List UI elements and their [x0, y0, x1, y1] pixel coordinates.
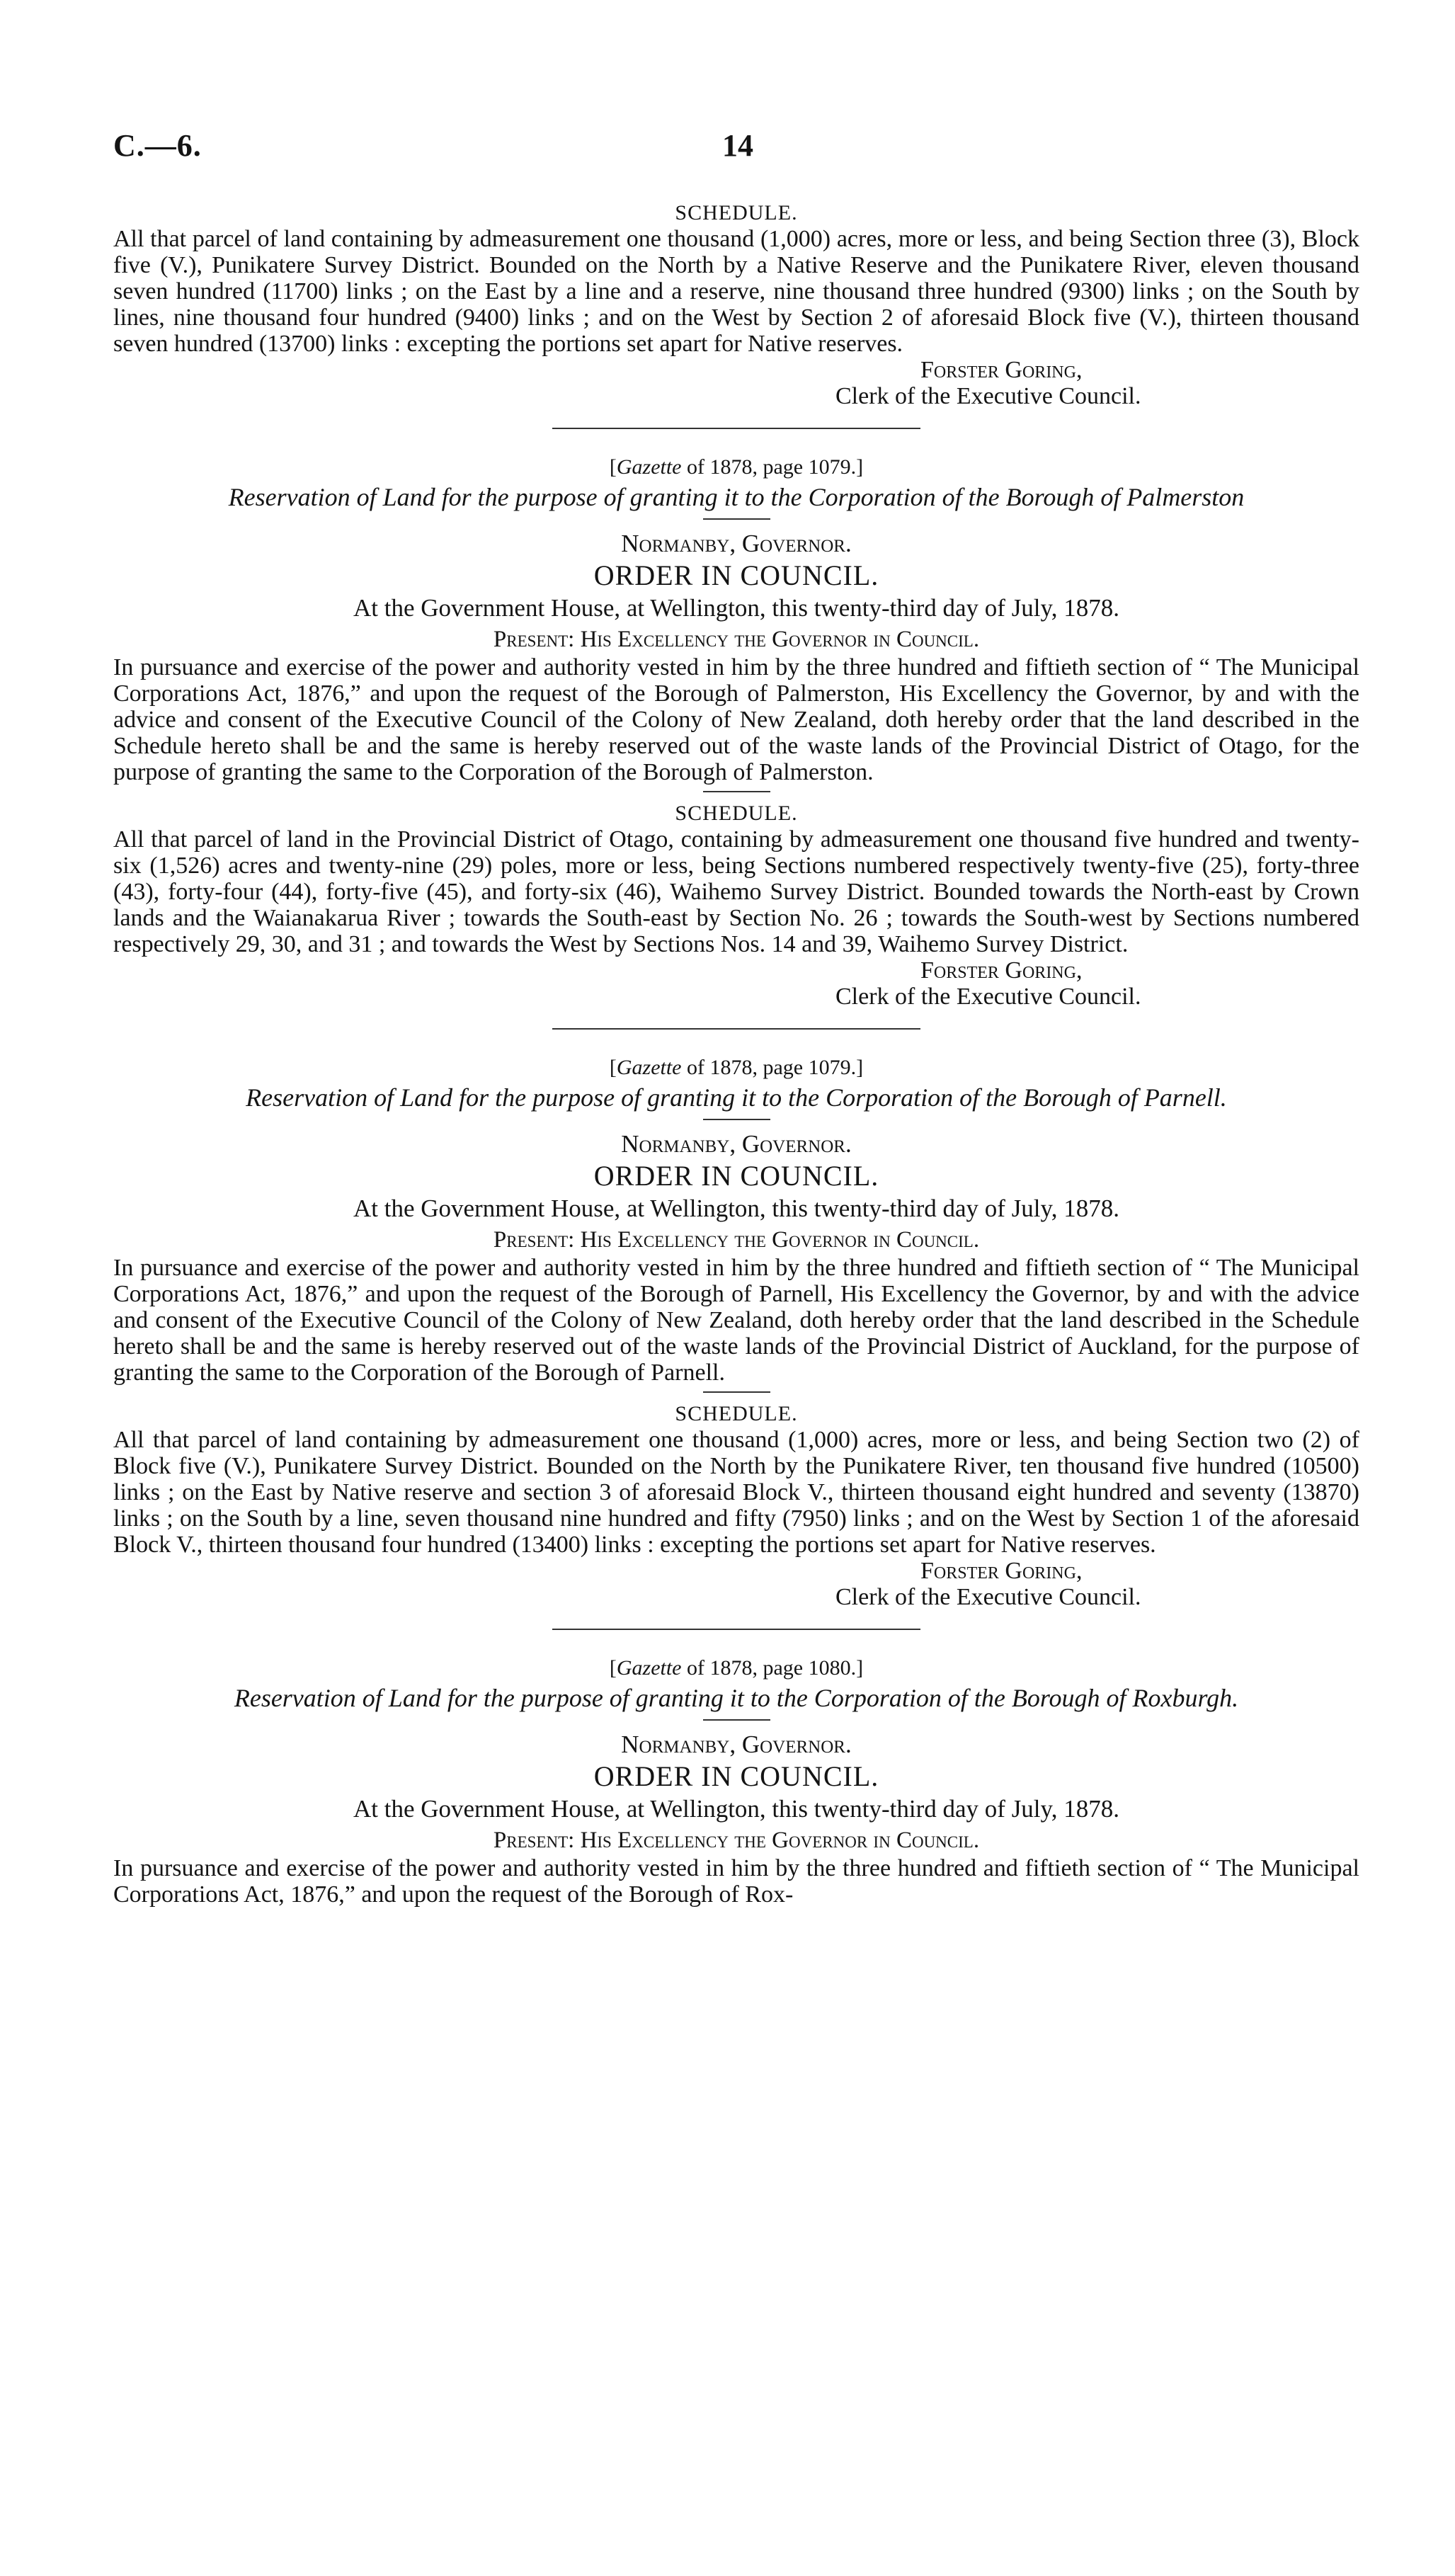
present-line: Present: His Excellency the Governor in Council.	[493, 1227, 980, 1253]
schedule-heading: SCHEDULE.	[675, 802, 798, 825]
signature-title: Clerk of the Executive Council.	[835, 1584, 1141, 1610]
schedule-rule	[703, 1391, 770, 1393]
title-rule	[703, 518, 770, 520]
place-date-line: At the Government House, at Wellington, this twenty-third day of July, 1878.	[353, 1195, 1120, 1222]
order-body: In pursuance and exercise of the power and authority vested in him by the three hundred and fiftieth section of “ The Municipal Corporations Act, 1876,” and upon the request of the Borough of Rox-	[113, 1855, 1359, 1908]
signature-name: Forster Goring,	[920, 1558, 1083, 1584]
schedule-rule	[703, 791, 770, 792]
place-date-line: At the Government House, at Wellington, this twenty-third day of July, 1878.	[353, 1795, 1120, 1823]
title-rule	[703, 1719, 770, 1721]
place-date-line: At the Government House, at Wellington, this twenty-third day of July, 1878.	[353, 594, 1120, 622]
gazette-citation: [Gazette of 1878, page 1079.]	[609, 455, 864, 479]
schedule-heading: SCHEDULE.	[675, 1402, 798, 1425]
signature-block	[835, 357, 1359, 409]
schedule-body: All that parcel of land containing by admeasurement one thousand (1,000) acres, more or less, and being Section three (3), Block five (V.), Punikatere Survey District. Bounded on the North by a Native Reserve and the Punikatere River, eleven thousand seven hundred (11700) links ; on the East by a line and a reserve, nine thousand three hundred (9300) links ; on the South by lines, nine thousand four hundred (9400) links ; and on the West by Section 2 of aforesaid Block five (V.), thirteen thousand seven hundred (13700) links : excepting the portions set apart for Native reserves.	[113, 226, 1359, 357]
schedule-body: All that parcel of land in the Provincial District of Otago, containing by admeasurement one thousand five hundred and twenty-six (1,526) acres and twenty-nine (29) poles, more or less, being Sections numbered respectively twenty-five (25), forty-three (43), forty-four (44), forty-five (45), and forty-six (46), Waihemo Survey District. Bounded towards the North-east by Crown lands and the Waianakarua River ; towards the South-east by Section No. 26 ; towards the South-west by Sections numbered respectively 29, 30, and 31 ; and towards the West by Sections Nos. 14 and 39, Waihemo Survey District.	[113, 826, 1359, 957]
page-content	[113, 200, 1359, 1908]
governor-line: Normanby, Governor.	[621, 1731, 852, 1758]
signature-name: Forster Goring,	[920, 357, 1083, 383]
schedule-heading: SCHEDULE.	[675, 201, 798, 224]
schedule-body: All that parcel of land containing by admeasurement one thousand (1,000) acres, more or less, and being Section two (2) of Block five (V.), Punikatere Survey District. Bounded on the North by the Punikatere River, ten thousand five hundred (10500) links ; on the East by Native reserve and section 3 of aforesaid Block V., thirteen thousand eight hundred and seventy (13870) links ; on the South by a line, seven thousand nine hundred and fifty (7950) links ; and on the West by Section 1 of the aforesaid Block V., thirteen thousand four hundred (13400) links : excepting the portions set apart for Native reserves.	[113, 1427, 1359, 1558]
gazette-name: Gazette	[616, 1656, 682, 1680]
order-heading: ORDER IN COUNCIL.	[593, 559, 879, 591]
signature-title: Clerk of the Executive Council.	[835, 984, 1141, 1010]
section-divider	[552, 1028, 920, 1030]
gazette-ref: of 1878, page 1079.]	[681, 1056, 864, 1079]
signature-title: Clerk of the Executive Council.	[835, 383, 1141, 409]
document-code: C.—6.	[113, 128, 202, 163]
gazette-name: Gazette	[616, 1056, 682, 1079]
present-line: Present: His Excellency the Governor in Council.	[493, 627, 980, 652]
governor-line: Normanby, Governor.	[621, 530, 852, 557]
order-heading: ORDER IN COUNCIL.	[593, 1160, 879, 1192]
order-body: In pursuance and exercise of the power and authority vested in him by the three hundred and fiftieth section of “ The Municipal Corporations Act, 1876,” and upon the request of the Borough of Palmerston, His Excellency the Governor, by and with the advice and consent of the Executive Council of the Colony of New Zealand, doth hereby order that the land described in the Schedule hereto shall be and the same is hereby reserved out of the waste lands of the Provincial District of Otago, for the purpose of granting the same to the Corporation of the Borough of Palmerston.	[113, 654, 1359, 785]
section-title: Reservation of Land for the purpose of granting it to the Corporation of the Borough of Roxburgh.	[234, 1684, 1239, 1712]
page-header	[113, 127, 1359, 177]
section-title: Reservation of Land for the purpose of granting it to the Corporation of the Borough of Palmerston	[228, 483, 1245, 511]
signature-name: Forster Goring,	[920, 957, 1083, 984]
signature-block	[835, 957, 1359, 1010]
section-divider	[552, 1629, 920, 1630]
page-number: 14	[722, 128, 753, 163]
gazette-ref: of 1878, page 1080.]	[681, 1656, 864, 1680]
gazette-ref: of 1878, page 1079.]	[681, 455, 864, 479]
gazette-citation: [Gazette of 1878, page 1079.]	[609, 1056, 864, 1079]
gazette-citation: [Gazette of 1878, page 1080.]	[609, 1656, 864, 1680]
section-title: Reservation of Land for the purpose of granting it to the Corporation of the Borough of Parnell.	[246, 1083, 1227, 1112]
section-divider	[552, 428, 920, 429]
order-body: In pursuance and exercise of the power and authority vested in him by the three hundred and fiftieth section of “ The Municipal Corporations Act, 1876,” and upon the request of the Borough of Parnell, His Excellency the Governor, by and with the advice and consent of the Executive Council of the Colony of New Zealand, doth hereby order that the land described in the Schedule hereto shall be and the same is hereby reserved out of the waste lands of the Provincial District of Auckland, for the purpose of granting the same to the Corporation of the Borough of Parnell.	[113, 1255, 1359, 1386]
title-rule	[703, 1119, 770, 1120]
gazette-name: Gazette	[616, 455, 682, 479]
order-heading: ORDER IN COUNCIL.	[593, 1760, 879, 1792]
present-line: Present: His Excellency the Governor in Council.	[493, 1828, 980, 1853]
governor-line: Normanby, Governor.	[621, 1130, 852, 1158]
signature-block	[835, 1558, 1359, 1610]
